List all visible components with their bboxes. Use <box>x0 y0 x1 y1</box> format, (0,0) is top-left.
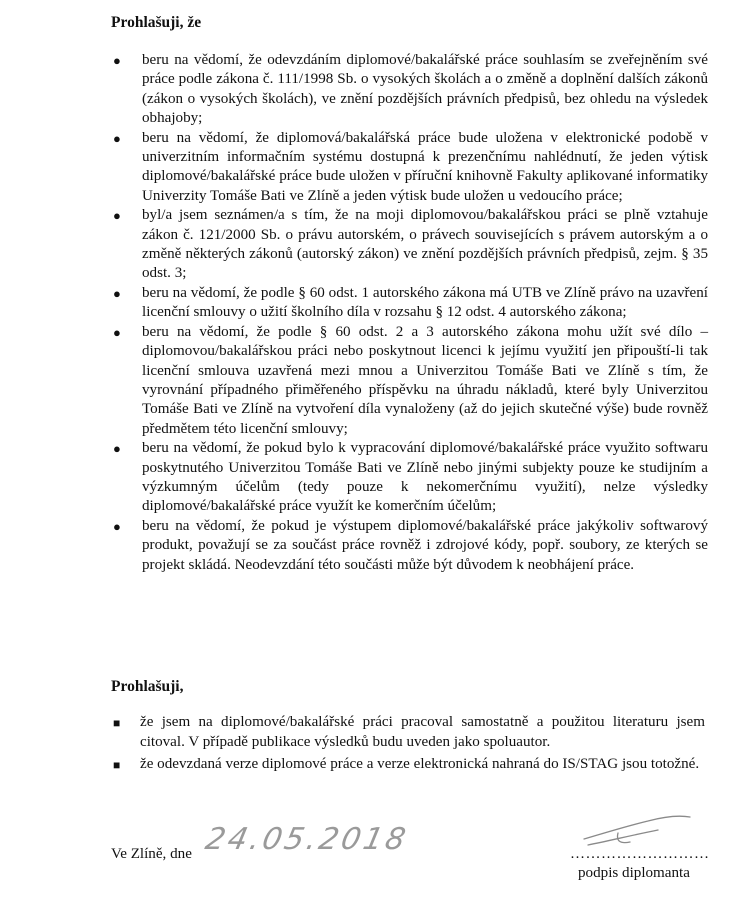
list-item <box>113 51 708 129</box>
list-item <box>113 284 708 323</box>
author-declaration-list <box>113 713 705 778</box>
list-item-text: beru na vědomí, že pokud je výstupem diplomové/bakalářské práce jakýkoliv softwarový produkt, považují se za součást práce rovněž i zdrojové kódy, popř. soubory, ze kterých se projekt skládá. Neodevzdání této součásti může být důvodem k neobhájení práce. <box>142 517 708 573</box>
place-date-label: Ve Zlíně, dne <box>111 846 192 862</box>
bullet-icon: ● <box>113 285 121 301</box>
list-item <box>113 755 705 775</box>
list-item-text: beru na vědomí, že podle § 60 odst. 2 a 3 autorského zákona mohu užít své dílo – diplomovou/bakalářskou práci nebo poskytnout licenci k jejímu využití jen připouští-li tak licenční smlouva uzavřená mezi mnou a Univerzitou Tomáše Bati ve Zlíně s tím, že vyrovnání případného přiměřeného příspěvku na úhradu nákladů, které byly Univerzitou Tomáše Bati ve Zlíně na vytvoření díla vynaloženy (až do jejich skutečné výše) bude rovněž předmětem této licenční smlouvy; <box>142 323 708 437</box>
section-2-heading: Prohlašuji, <box>111 678 184 695</box>
list-item-text: beru na vědomí, že pokud bylo k vypracování diplomové/bakalářské práce využito softwaru poskytnutého Univerzitou Tomáše Bati ve Zlíně nebo jinými subjekty pouze ke studijním a výzkumným účelům (tedy pouze k nekomerčnímu využití), nelze výsledky diplomové/bakalářské práce využít ke komerčním účelům; <box>142 440 708 515</box>
list-item <box>113 206 708 284</box>
square-bullet-icon: ■ <box>113 758 121 773</box>
list-item-text: beru na vědomí, že odevzdáním diplomové/bakalářské práce souhlasím se zveřejněním své práce podle zákona č. 111/1998 Sb. o vysokých školách a o změně a doplnění dalších zákonů (zákon o vysokých školách), ve znění pozdějších právních předpisů, bez ohledu na výsledek obhajoby; <box>142 52 708 127</box>
list-item <box>113 517 708 575</box>
list-item-text: byl/a jsem seznámen/a s tím, že na moji diplomovou/bakalářskou práci se plně vztahuje zákon č. 121/2000 Sb. o právu autorském, o právech souvisejících s právem autorským a o změně některých zákonů (autorský zákon) ve znění pozdějších právních předpisů, zejm. § 35 odst. 3; <box>142 207 708 282</box>
bullet-icon: ● <box>113 441 121 457</box>
list-item <box>113 129 708 207</box>
list-item <box>113 323 708 439</box>
bullet-icon: ● <box>113 324 121 340</box>
bullet-icon: ● <box>113 208 121 224</box>
list-item-text: beru na vědomí, že diplomová/bakalářská práce bude uložena v elektronické podobě v univerzitním informačním systému dostupná k prezenčnímu nahlédnutí, že jeden výtisk diplomové/bakalářské práce bude uložen v příruční knihovně Fakulty aplikované informatiky Univerzity Tomáše Bati ve Zlíně a jeden výtisk bude uložen u vedoucího práce; <box>142 129 708 204</box>
list-item <box>113 713 705 752</box>
square-bullet-icon: ■ <box>113 716 121 730</box>
declaration-list <box>113 51 708 575</box>
list-item-text: že odevzdaná verze diplomové práce a verze elektronická nahraná do IS/STAG jsou totožné. <box>140 756 700 773</box>
handwritten-date: 24.05.2018 <box>202 822 412 857</box>
list-item-text: že jsem na diplomové/bakalářské práci pracoval samostatně a použitou literaturu jsem citoval. V případě publikace výsledků budu uveden jako spoluautor. <box>140 714 705 750</box>
bullet-icon: ● <box>113 130 121 146</box>
signature-icon <box>578 811 698 851</box>
bullet-icon: ● <box>113 53 121 68</box>
signature-line: ……………………… <box>570 846 710 862</box>
list-item-text: beru na vědomí, že podle § 60 odst. 1 autorského zákona má UTB ve Zlíně právo na uzavření licenční smlouvy o užití školního díla v rozsahu § 12 odst. 4 autorského zákona; <box>142 284 708 321</box>
section-1-heading: Prohlašuji, že <box>111 14 202 31</box>
list-item <box>113 439 708 517</box>
bullet-icon: ● <box>113 518 121 534</box>
signature-caption: podpis diplomanta <box>578 865 690 881</box>
